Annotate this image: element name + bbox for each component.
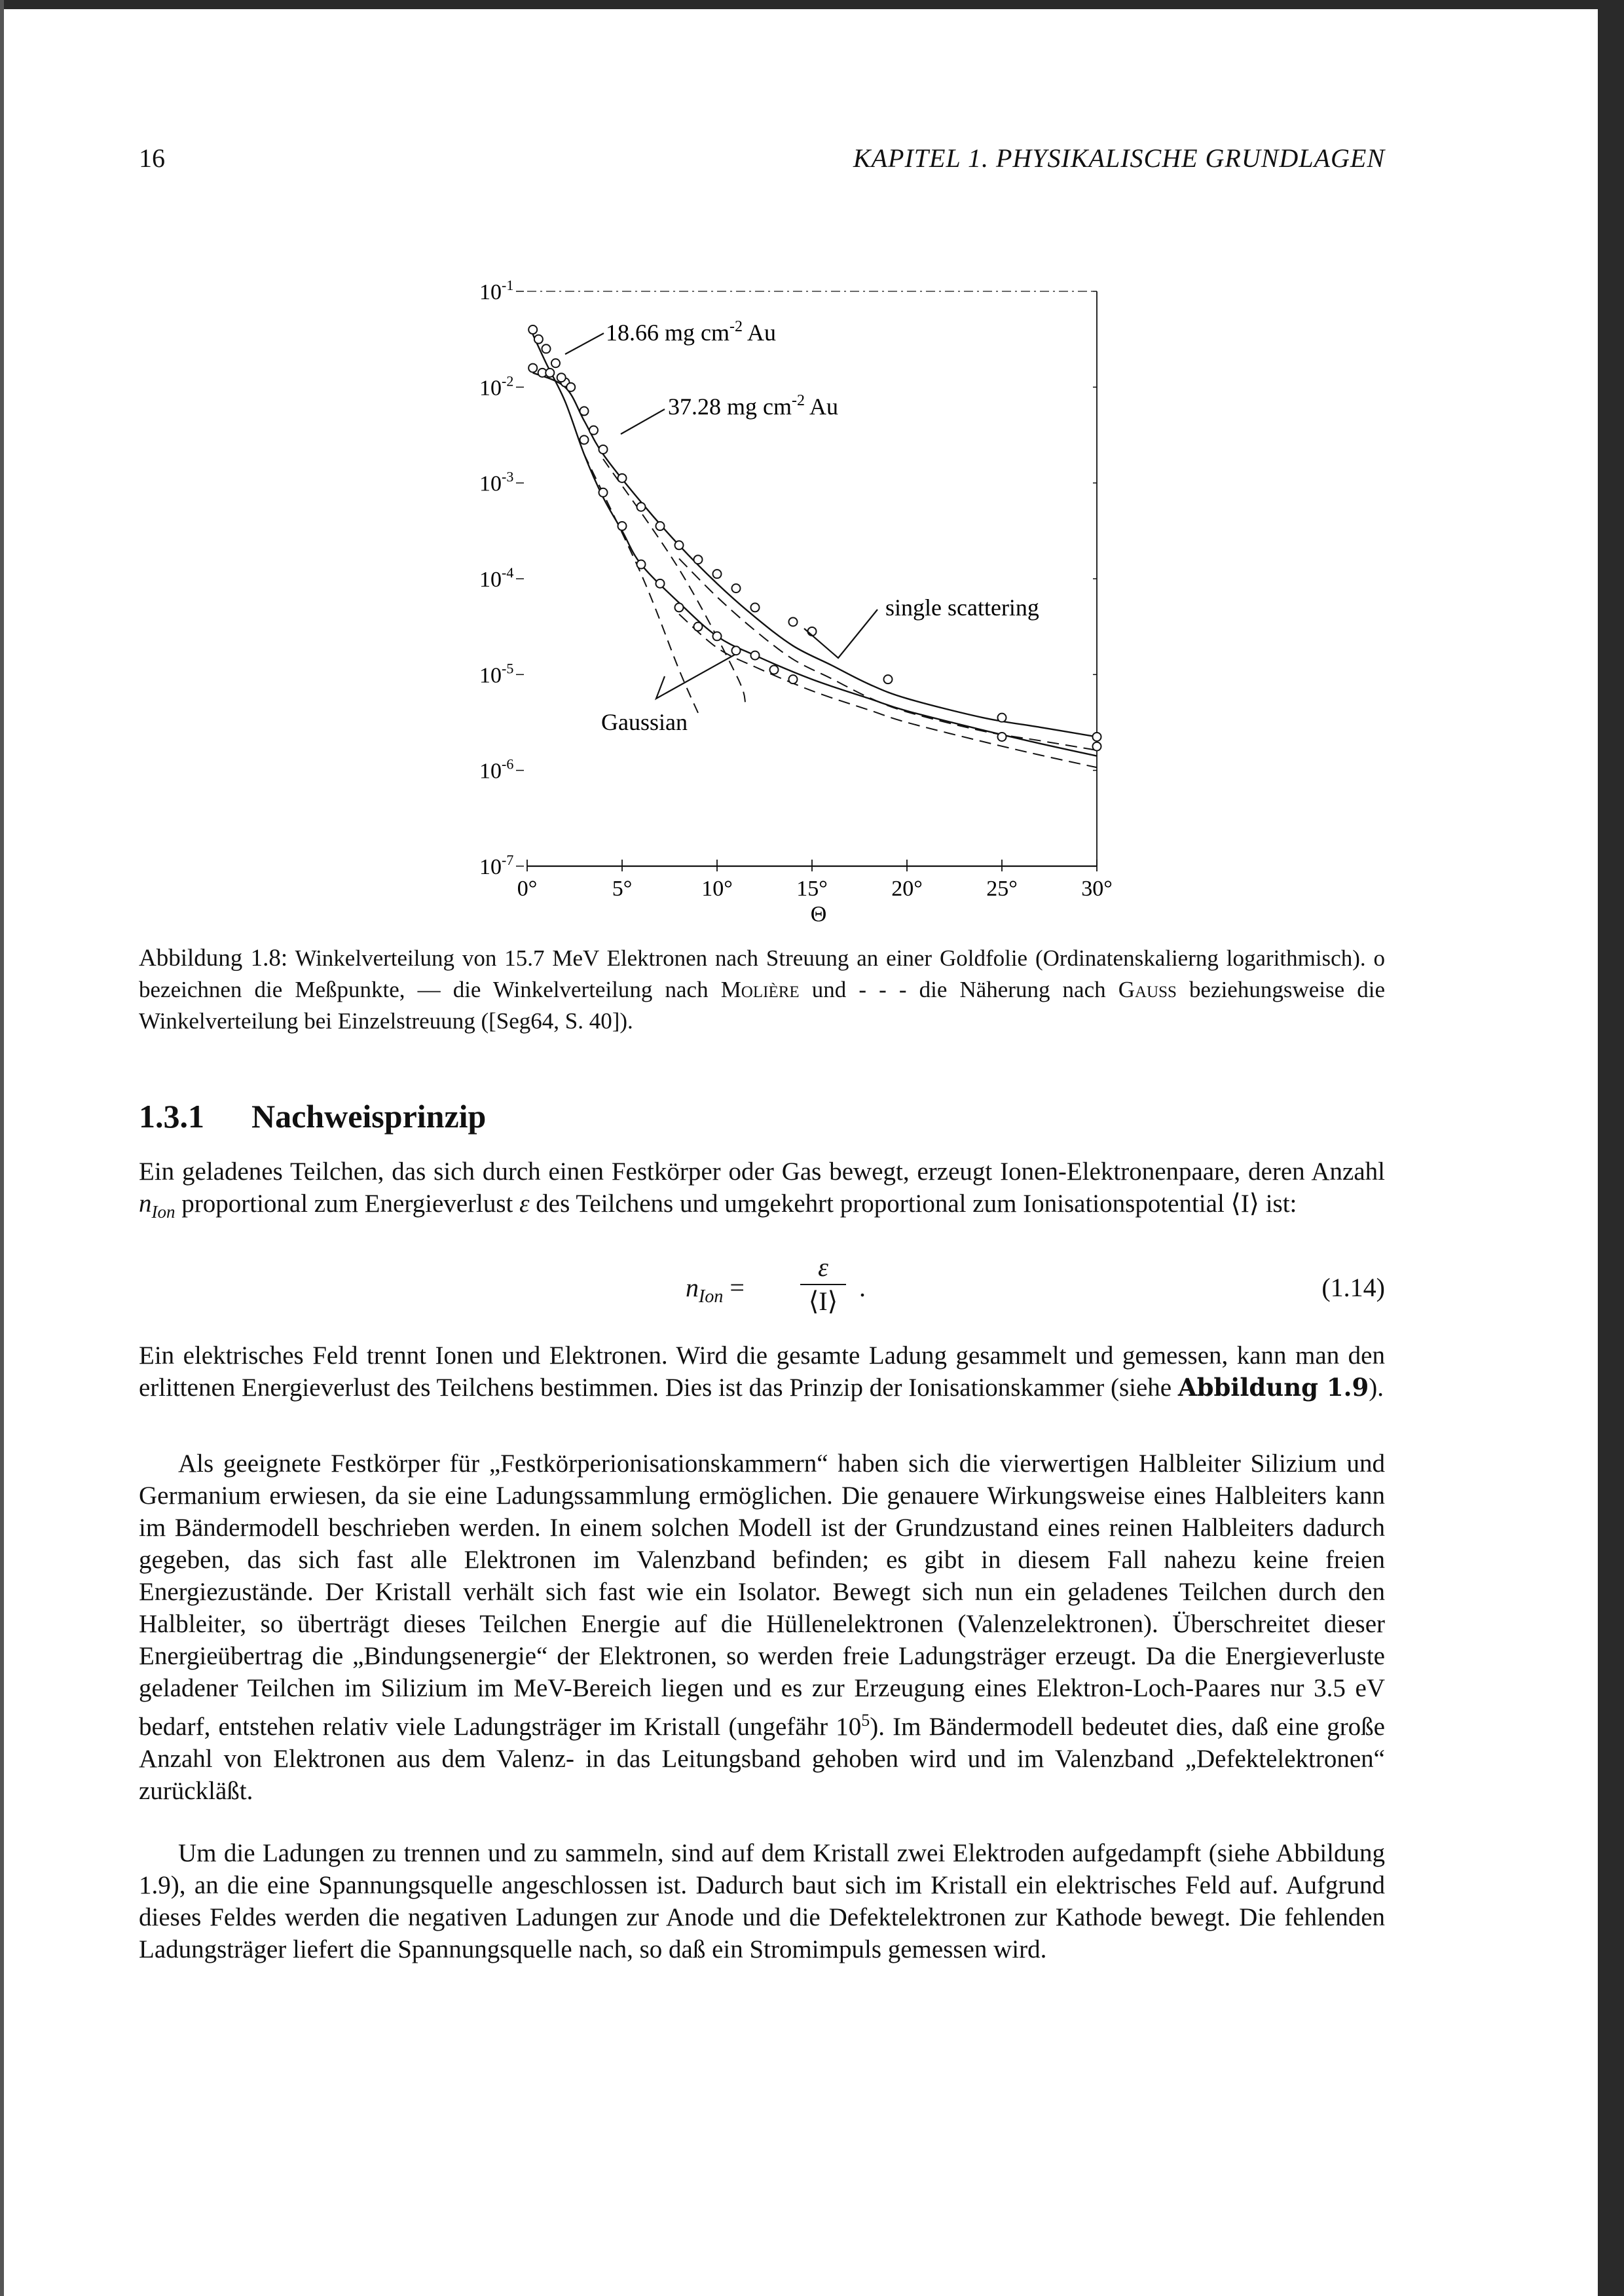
measured-point [998, 714, 1006, 722]
paragraph-3 [139, 1448, 1385, 1807]
x-axis-label: Θ [810, 902, 827, 926]
leader-lower [621, 409, 665, 434]
label-single-scattering: single scattering [885, 594, 1039, 621]
caption-text-3: beziehungsweise die Winkelverteilung bei Einzelstreuung ([Seg64, S. 40]). [139, 977, 1386, 1034]
scan-border-top [0, 0, 1624, 9]
measured-point [694, 623, 703, 631]
measured-point [566, 383, 575, 392]
measured-point [1093, 733, 1101, 741]
moliere-curve-2 [533, 373, 1097, 737]
equation-denominator: ⟨I⟩ [808, 1286, 838, 1316]
measured-point [580, 407, 589, 415]
measured-point [551, 359, 560, 367]
measured-point [557, 373, 566, 382]
x-tick-label: 15° [796, 877, 828, 901]
p1-text-c: des Teilchens und umgekehrt proportional zum Ionisationspotential [529, 1190, 1231, 1218]
p3-exponent: 5 [861, 1711, 870, 1730]
page-number: 16 [139, 143, 165, 173]
measured-point [589, 426, 598, 435]
x-tick-label: 10° [701, 877, 733, 901]
equation-number: (1.14) [1321, 1273, 1385, 1302]
measured-point [1093, 742, 1101, 751]
gaussian-curve-2 [603, 459, 746, 703]
measured-point [694, 555, 703, 564]
figure-caption [139, 943, 1385, 1037]
p1-n: n [139, 1190, 152, 1218]
measured-point [732, 646, 741, 655]
measured-point [542, 344, 551, 353]
scan-border-right [1598, 0, 1624, 2296]
measured-point [789, 675, 798, 683]
measured-point [751, 603, 760, 611]
section-number: 1.3.1 [139, 1098, 204, 1135]
label-gaussian: Gaussian [601, 709, 688, 735]
caption-label: Abbildung 1.8: [139, 945, 288, 972]
paragraph-4 [139, 1837, 1385, 1965]
measured-point [534, 335, 543, 344]
measured-point [599, 488, 608, 497]
chart-svg [432, 265, 1166, 946]
chapter-title: KAPITEL 1. PHYSIKALISCHE GRUNDLAGEN [853, 143, 1385, 173]
measured-point [732, 584, 741, 592]
equation-fraction [800, 1252, 846, 1317]
measured-point [599, 445, 608, 454]
p4-text: Um die Ladungen zu trennen und zu sammeln, sind auf dem Kristall zwei Elektroden aufgedampft (siehe Abbildung 1.9), an die eine Spannungsquelle angeschlossen ist. Dadurch baut sich im Kristall ein elektrisches Feld auf. Aufgrund dieses Feldes werden die negativen Ladungen zur Anode und die Defektelektronen zur Kathode bewegt. Die fehlenden Ladungsträger liefert die Spannungsquelle nach, so daß ein Stromimpuls gemessen wird. [139, 1839, 1385, 1963]
measured-point [637, 560, 646, 569]
y-tick-label: $10^{-5}$ [479, 660, 514, 688]
p3-tail: ). Im Bändermodell bedeutet dies, daß eine große Anzahl von Elektronen aus dem Valenz- in das Leitungsband gehoben wird und im Valenzband „Defektelektronen“ zurückläßt. [139, 1713, 1385, 1805]
y-tick-label: $10^{-2}$ [479, 373, 514, 401]
x-tick-label: 30° [1081, 877, 1113, 901]
equation-period: . [859, 1273, 866, 1302]
label-lower-curve: 37.28 mg $cm^{-2}$ Au [668, 392, 838, 420]
p1-text-a: Ein geladenes Teilchen, das sich durch einen Festkörper oder Gas bewegt, erzeugt Ionen-Elektronenpaare, deren Anzahl [139, 1157, 1385, 1186]
single-scattering-curve-2 [679, 558, 1097, 750]
section-title: Nachweisprinzip [251, 1098, 487, 1135]
chart-axes [527, 291, 1097, 866]
measured-point [656, 579, 665, 588]
leader-gaussian [656, 655, 735, 699]
measured-point [884, 675, 893, 683]
equation-lhs: $n_{Ion}$ = [686, 1273, 745, 1307]
scan-border-left [0, 0, 4, 2296]
caption-gauss: Gauss [1118, 977, 1177, 1002]
paragraph-2 [139, 1339, 1385, 1404]
measured-point [675, 603, 684, 611]
chart-points [528, 325, 1101, 751]
p1-eps: ε [519, 1190, 530, 1218]
x-tick-label: 20° [891, 877, 923, 901]
measured-point [545, 369, 554, 377]
measured-point [998, 733, 1006, 741]
figure-angular-distribution [432, 265, 1166, 946]
measured-point [528, 325, 537, 334]
measured-point [618, 474, 627, 483]
p2-text-b: ). [1369, 1374, 1384, 1402]
paragraph-1 [139, 1156, 1385, 1228]
y-tick-label: $10^{-1}$ [479, 277, 514, 304]
measured-point [637, 503, 646, 511]
fraction-bar [800, 1284, 846, 1285]
y-tick-label: $10^{-4}$ [479, 564, 514, 592]
y-tick-label: $10^{-7}$ [479, 852, 514, 879]
measured-point [751, 651, 760, 660]
caption-text-2: und - - - die Näherung nach [799, 977, 1118, 1002]
x-tick-label: 5° [612, 877, 633, 901]
p1-text-b: proportional zum Energieverlust [175, 1190, 520, 1218]
leader-upper [565, 333, 604, 354]
measured-point [528, 364, 537, 373]
p1-ion: Ion [151, 1201, 175, 1222]
caption-moliere: Molière [720, 977, 800, 1002]
measured-point [656, 522, 665, 530]
caption-text-1: Winkelverteilung von 15.7 MeV Elektronen nach Streuung an einer Goldfolie (Ordinatenskalierng logarithmisch). o bezeichnen die Meßpunkte, — die Winkelverteilung nach [139, 945, 1386, 1002]
y-tick-label: $10^{-6}$ [479, 756, 514, 784]
measured-point [770, 666, 779, 674]
y-tick-labels [479, 277, 1097, 879]
single-scattering-curve-1 [679, 614, 1097, 767]
chart-annotations [565, 318, 1039, 926]
measured-point [580, 435, 589, 444]
p2-text-a: Ein elektrisches Feld trennt Ionen und Elektronen. Wird die gesamte Ladung gesammelt und gemessen, kann man den erlittenen Energieverlust des Teilchens bestimmen. Dies ist das Prinzip der Ionisationskammer (siehe [139, 1341, 1385, 1402]
measured-point [675, 541, 684, 549]
p1-I: ⟨I⟩ [1230, 1190, 1259, 1218]
y-tick-label: $10^{-3}$ [479, 468, 514, 496]
measured-point [713, 570, 722, 578]
measured-point [713, 632, 722, 640]
x-tick-label: 25° [986, 877, 1018, 901]
annotation-leader-lines [565, 333, 877, 699]
measured-point [618, 522, 627, 530]
p2-figure-ref: Abbildung 1.9 [1177, 1373, 1369, 1402]
section-heading [139, 1093, 1385, 1139]
equation-numerator: ε [818, 1252, 828, 1282]
equation-1-14 [139, 1247, 1385, 1339]
running-head [139, 139, 1385, 178]
x-tick-label: 0° [517, 877, 538, 901]
label-upper-curve: 18.66 mg $cm^{-2}$ Au [606, 318, 776, 346]
measured-point [789, 617, 798, 626]
p3-text: Als geeignete Festkörper für „Festkörperionisationskammern“ haben sich die vierwertigen Halbleiter Silizium und Germanium erwiesen, da sie eine Ladungssammlung ermöglichen. Die genauere Wirkungsweise eines Halbleiters kann im Bändermodell beschrieben werden. In einem solchen Modell ist der Grundzustand eines reinen Halbleiters dadurch gegeben, das sich fast alle Elektronen im Valenzband befinden; es gibt in diesem Fall nahezu keine freien Energiezustände. Der Kristall verhält sich fast wie ein Isolator. Bewegt sich nun ein geladenes Teilchen durch den Halbleiter, so überträgt dieses Teilchen Energie auf die Hüllenelektronen (Valenzelektronen). Überschreitet dieser Energieübertrag die „Bindungsenergie“ der Elektronen, so werden freie Ladungsträger erzeugt. Da die Energieverluste geladener Teilchen im Silizium im MeV-Bereich liegen und es zur Erzeugung eines Elektron-Loch-Paares nur 3.5 eV bedarf, entstehen relativ viele Ladungsträger im Kristall (ungefähr 10 [139, 1449, 1385, 1741]
p1-text-d: ist: [1259, 1190, 1297, 1218]
